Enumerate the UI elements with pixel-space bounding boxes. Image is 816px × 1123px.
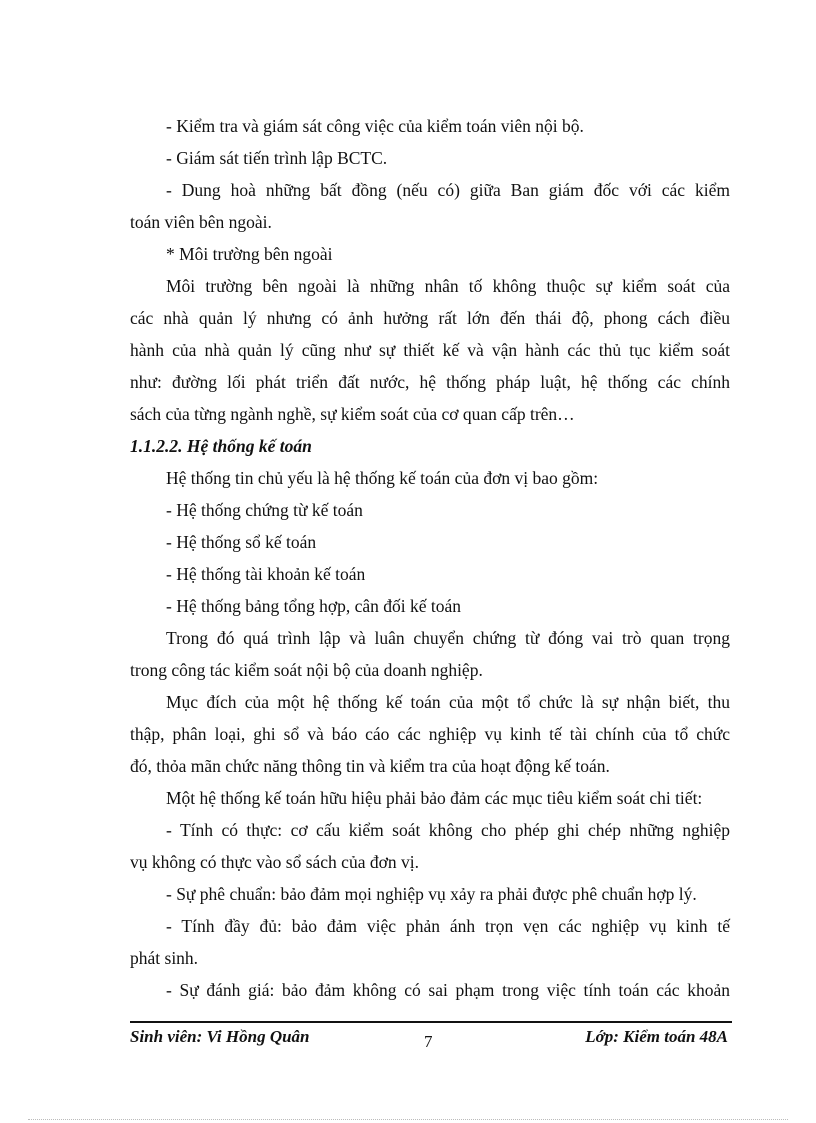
text-line: vụ không có thực vào sổ sách của đơn vị.	[130, 852, 419, 872]
text-line: Hệ thống tin chủ yếu là hệ thống kế toán của đơn vị bao gồm:	[166, 468, 599, 488]
footer-divider	[130, 1021, 732, 1023]
text-line: trong công tác kiểm soát nội bộ của doanh nghiệp.	[130, 660, 483, 680]
text-line: sách của từng ngành nghề, sự kiểm soát của cơ quan cấp trên…	[130, 404, 575, 424]
text-line: phát sinh.	[130, 948, 199, 968]
text-line: toán viên bên ngoài.	[130, 212, 272, 232]
text-line: Mục đích của một hệ thống kế toán của một tổ chức là sự nhận biết, thu	[166, 692, 730, 712]
text-line: Trong đó quá trình lập và luân chuyển chứng từ đóng vai trò quan trọng	[166, 628, 730, 648]
text-line: hành của nhà quản lý cũng như sự thiết kế và vận hành các thủ tục kiểm soát	[130, 340, 730, 360]
text-line: các nhà quản lý nhưng có ảnh hưởng rất lớn đến thái độ, phong cách điều	[130, 308, 730, 328]
text-line: - Hệ thống bảng tổng hợp, cân đối kế toán	[166, 596, 462, 616]
footer-class: Lớp: Kiểm toán 48A	[585, 1027, 728, 1046]
text-line: như: đường lối phát triển đất nước, hệ thống pháp luật, hệ thống các chính	[130, 372, 730, 392]
section-heading: 1.1.2.2. Hệ thống kế toán	[130, 436, 312, 456]
text-line: - Tính có thực: cơ cấu kiểm soát không cho phép ghi chép những nghiệp	[166, 820, 730, 840]
text-line: - Giám sát tiến trình lập BCTC.	[166, 148, 388, 168]
text-line: - Hệ thống chứng từ kế toán	[166, 500, 363, 520]
footer-student: Sinh viên: Vi Hồng Quân	[130, 1027, 310, 1046]
text-line: - Sự phê chuẩn: bảo đảm mọi nghiệp vụ xảy ra phải được phê chuẩn hợp lý.	[166, 884, 697, 904]
text-line: Môi trường bên ngoài là những nhân tố không thuộc sự kiểm soát của	[166, 276, 730, 296]
text-line: - Tính đầy đủ: bảo đảm việc phản ánh trọn vẹn các nghiệp vụ kinh tế	[166, 916, 730, 936]
text-line: thập, phân loại, ghi sổ và báo cáo các nghiệp vụ kinh tế tài chính của tổ chức	[130, 724, 730, 744]
text-line: Một hệ thống kế toán hữu hiệu phải bảo đảm các mục tiêu kiểm soát chi tiết:	[166, 788, 703, 808]
text-line: - Dung hoà những bất đồng (nếu có) giữa Ban giám đốc với các kiểm	[166, 180, 730, 200]
text-line: - Kiểm tra và giám sát công việc của kiểm toán viên nội bộ.	[166, 116, 584, 136]
body-text	[130, 110, 730, 1006]
text-line: - Hệ thống sổ kế toán	[166, 532, 317, 552]
text-line: - Sự đánh giá: bảo đảm không có sai phạm trong việc tính toán các khoản	[166, 980, 730, 1000]
text-line: * Môi trường bên ngoài	[166, 244, 333, 264]
text-line: - Hệ thống tài khoản kế toán	[166, 564, 366, 584]
page-number: 7	[424, 1032, 433, 1051]
page-bottom-edge	[28, 1119, 788, 1120]
text-line: đó, thỏa mãn chức năng thông tin và kiểm tra của hoạt động kế toán.	[130, 756, 610, 776]
